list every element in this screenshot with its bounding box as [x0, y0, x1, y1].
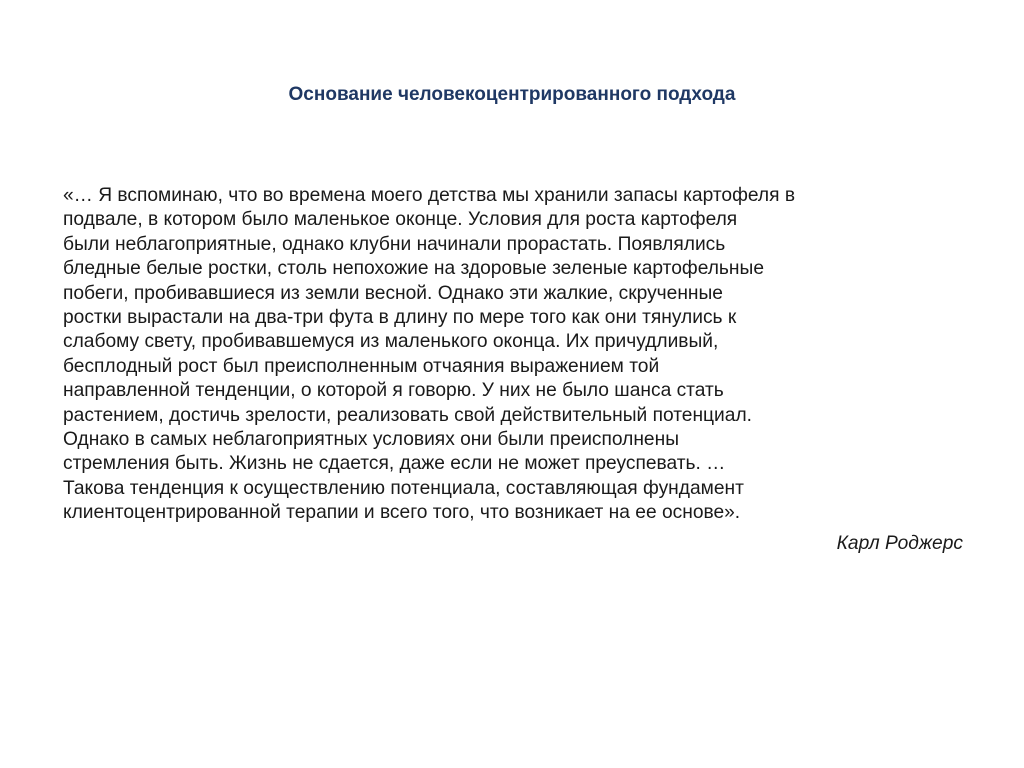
- slide-title: Основание человекоцентрированного подхода: [288, 84, 736, 105]
- quote-line: были неблагоприятные, однако клубни начинали прорастать. Появлялись: [63, 233, 726, 255]
- quote-line: бледные белые ростки, столь непохожие на здоровые зеленые картофельные: [63, 258, 764, 280]
- quote-line: Однако в самых неблагоприятных условиях они были преисполнены: [63, 429, 679, 451]
- quote-line: слабому свету, пробивавшемуся из маленького оконца. Их причудливый,: [63, 331, 719, 353]
- quote-line: подвале, в котором было маленькое оконце. Условия для роста картофеля: [63, 209, 738, 231]
- quote-paragraph: [63, 184, 963, 526]
- quote-line: растением, достичь зрелости, реализовать свой действительный потенциал.: [63, 404, 752, 426]
- quote-author: Карл Роджерс: [836, 532, 963, 554]
- quote-line: бесплодный рост был преисполненным отчаяния выражением той: [63, 355, 660, 377]
- quote-line: ростки вырастали на два-три фута в длину по мере того как они тянулись к: [63, 307, 737, 329]
- slide-body: [63, 184, 963, 556]
- quote-line: направленной тенденции, о которой я говорю. У них не было шанса стать: [63, 380, 724, 402]
- quote-line: Такова тенденция к осуществлению потенциала, составляющая фундамент: [63, 477, 744, 499]
- quote-line: стремления быть. Жизнь не сдается, даже если не может преуспевать. …: [63, 453, 726, 475]
- quote-line: побеги, пробивавшиеся из земли весной. Однако эти жалкие, скрученные: [63, 282, 723, 304]
- quote-line: «… Я вспоминаю, что во времена моего детства мы хранили запасы картофеля в: [63, 185, 796, 206]
- quote-line: клиентоцентрированной терапии и всего того, что возникает на ее основе».: [63, 502, 741, 524]
